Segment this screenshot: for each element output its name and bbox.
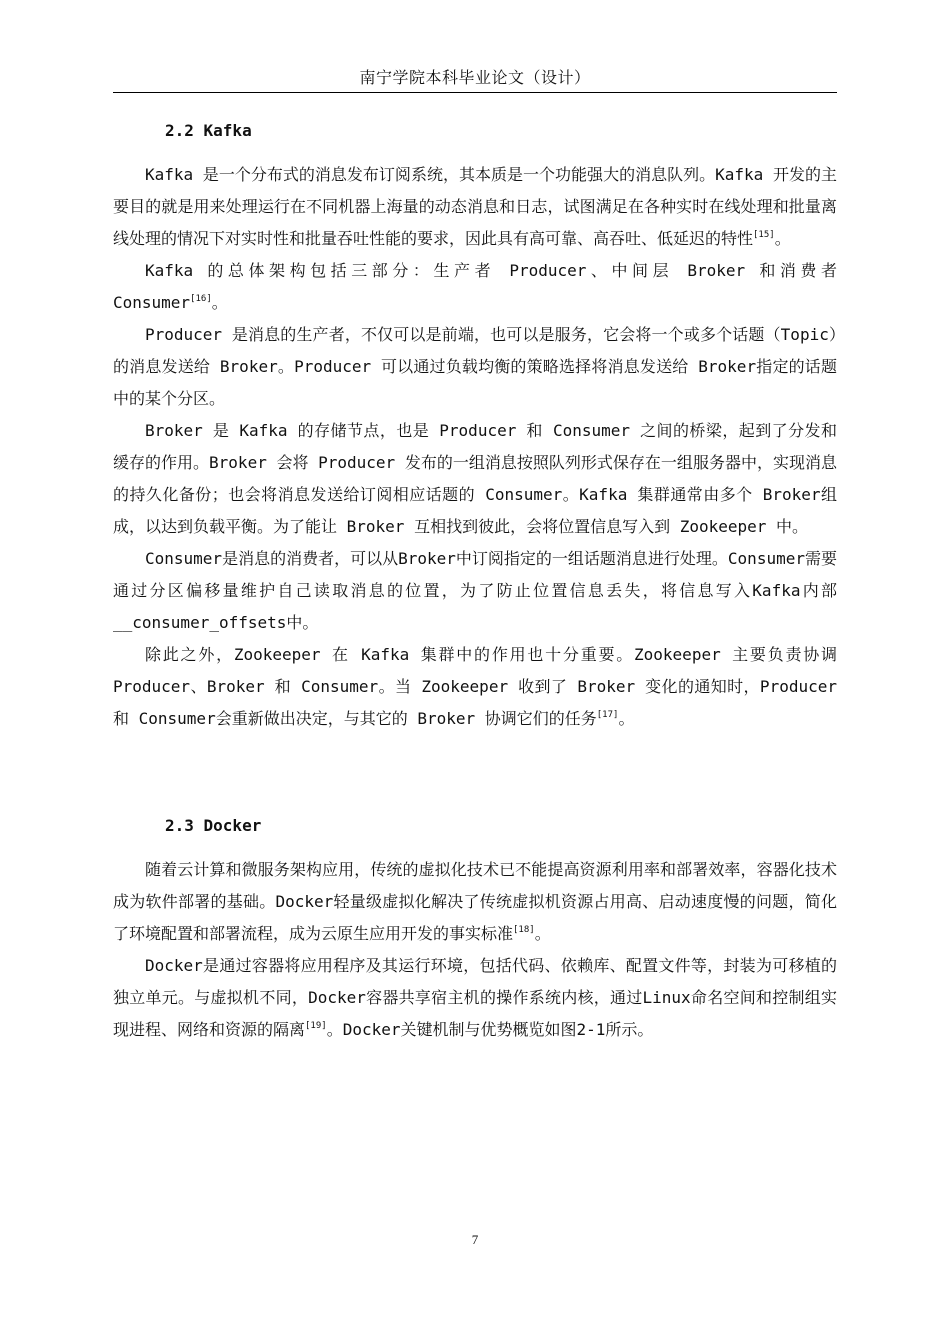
page-number: 7 (471, 1232, 479, 1247)
citation: [15] (753, 230, 775, 240)
citation: [17] (596, 710, 619, 720)
paragraph: Broker 是 Kafka 的存储节点，也是 Producer 和 Consumer 之间的桥梁，起到了分发和缓存的作用。Broker 会将 Producer 发布的一组消息按照队列形式保存在一组服务器中，实现消息的持久化备份；也会将消息发送给订阅相应话题的 Consumer。Kafka 集群通常由多个 Broker组成，以达到负载平衡。为了能让 Broker 互相找到彼此，会将位置信息写入到 Zookeeper 中。 (113, 421, 837, 536)
header-title: 南宁学院本科毕业论文（设计） (359, 68, 591, 87)
citation: [16] (190, 294, 212, 304)
paragraph: Kafka 的总体架构包括三部分：生产者 Producer、中间层 Broker 和消费者 Consumer[16]。 (113, 261, 837, 312)
paragraph: Docker是通过容器将应用程序及其运行环境，包括代码、依赖库、配置文件等，封装为可移植的独立单元。与虚拟机不同，Docker容器共享宿主机的操作系统内核，通过Linux命名空间和控制组实现进程、网络和资源的隔离[19]。Docker关键机制与优势概览如图2-1所示。 (113, 956, 837, 1039)
section-heading-kafka: 2.2 Kafka (165, 121, 252, 140)
paragraph: Producer 是消息的生产者，不仅可以是前端，也可以是服务，它会将一个或多个话题（Topic）的消息发送给 Broker。Producer 可以通过负载均衡的策略选择将消息发送给 Broker指定的话题中的某个分区。 (113, 325, 837, 408)
paragraph: 除此之外，Zookeeper 在 Kafka 集群中的作用也十分重要。Zookeeper 主要负责协调Producer、Broker 和 Consumer。当 Zookeeper 收到了 Broker 变化的通知时，Producer 和 Consumer会重新做出决定，与其它的 Broker 协调它们的任务[17]。 (113, 645, 837, 728)
page-header (113, 68, 837, 93)
section-body-docker (113, 854, 837, 1046)
citation: [18] (513, 925, 535, 935)
section-heading-docker: 2.3 Docker (165, 816, 262, 835)
paragraph: Kafka 是一个分布式的消息发布订阅系统，其本质是一个功能强大的消息队列。Kafka 开发的主要目的就是用来处理运行在不同机器上海量的动态消息和日志，试图满足在各种实时在线处理和批量离线处理的情况下对实时性和批量吞吐性能的要求，因此具有高可靠、高吞吐、低延迟的特性[15]。 (113, 165, 837, 248)
citation: [19] (305, 1021, 327, 1031)
paragraph: Consumer是消息的消费者，可以从Broker中订阅指定的一组话题消息进行处理。Consumer需要通过分区偏移量维护自己读取消息的位置，为了防止位置信息丢失，将信息写入Kafka内部 __consumer_offsets中。 (113, 549, 837, 632)
section-body-kafka (113, 159, 837, 735)
paragraph: 随着云计算和微服务架构应用，传统的虚拟化技术已不能提高资源利用率和部署效率，容器化技术成为软件部署的基础。Docker轻量级虚拟化解决了传统虚拟机资源占用高、启动速度慢的问题，简化了环境配置和部署流程，成为云原生应用开发的事实标准[18]。 (113, 860, 837, 943)
